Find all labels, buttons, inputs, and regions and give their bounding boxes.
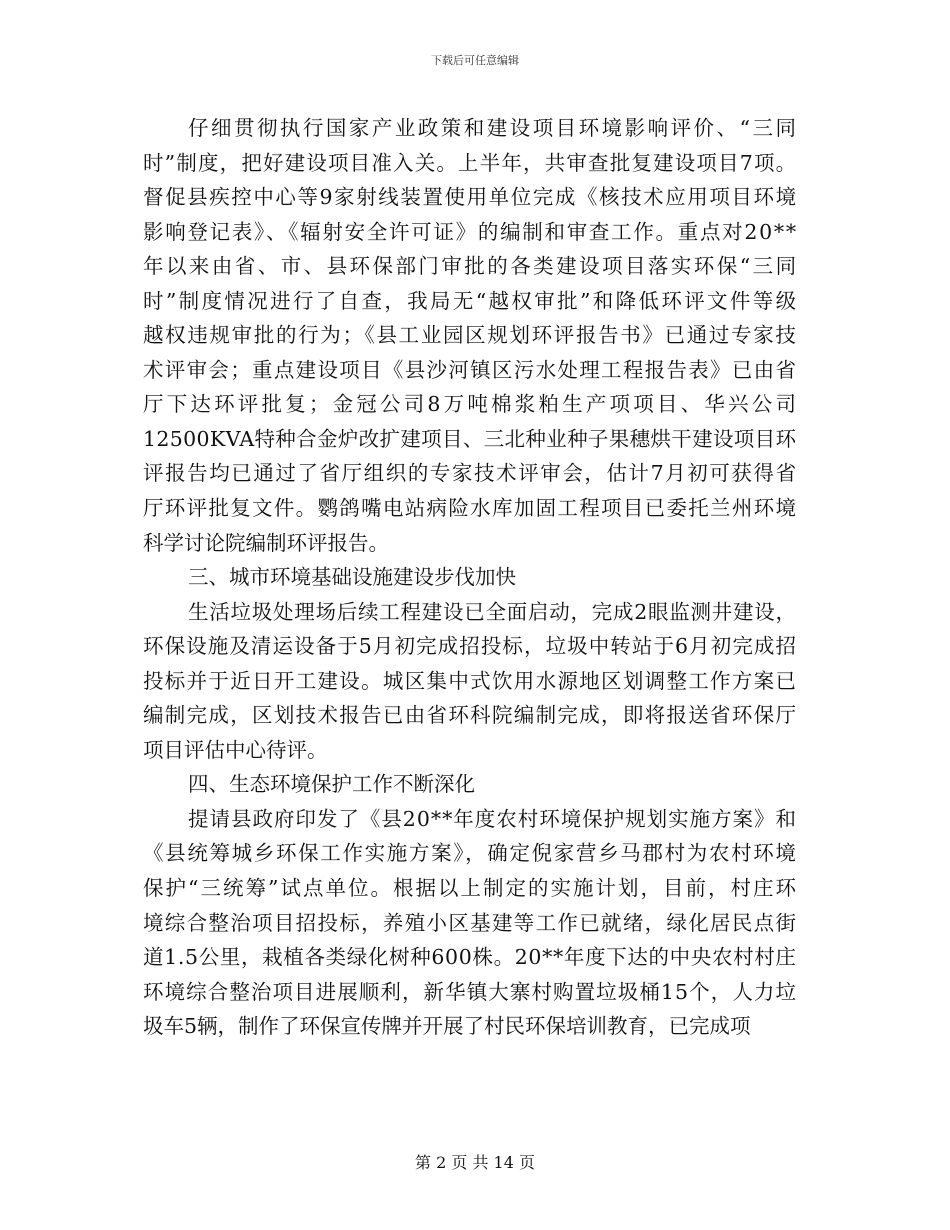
text-line-content: 越权违规审批的行为；《县工业园区规划环评报告书》已通过专家技	[143, 323, 798, 348]
text-line	[0, 387, 950, 422]
text-line-content: 圾车5辆，制作了环保宣传牌并开展了村民环保培训教育，已完成项	[143, 1014, 751, 1039]
text-line	[0, 249, 950, 284]
text-line-content: 术评审会；重点建设项目《县沙河镇区污水处理工程报告表》已由省	[143, 357, 798, 382]
text-line-content: 厅环评批复文件。鹦鸽嘴电站病险水库加固工程项目已委托兰州环境	[143, 496, 798, 521]
text-line-content: 12500KVA特种合金炉改扩建项目、三北种业种子果穗烘干建设项目环	[143, 426, 797, 451]
text-line	[0, 629, 950, 664]
text-line-content: 提请县政府印发了《县20**年度农村环境保护规划实施方案》和	[188, 806, 797, 831]
text-line	[0, 456, 950, 491]
text-line-content: 道1.5公里，栽植各类绿化树种600株。20**年度下达的中央农村村庄	[143, 945, 797, 970]
text-line	[0, 767, 950, 802]
page-header-note: 下载后可任意编辑	[431, 54, 519, 67]
text-line-content: 厅下达环评批复；金冠公司8万吨棉浆粕生产项项目、华兴公司	[143, 392, 800, 417]
text-line-content: 生活垃圾处理场后续工程建设已全面启动，完成2眼监测井建设，	[188, 599, 797, 624]
text-line-content: 时”制度，把好建设项目准入关。上半年，共审查批复建设项目7项。	[143, 150, 798, 175]
text-line-content: 项目评估中心待评。	[143, 737, 328, 762]
document-body	[0, 111, 950, 1044]
text-line-content: 仔细贯彻执行国家产业政策和建设项目环境影响评价、“三同	[188, 116, 799, 140]
text-line-content: 科学讨论院编制环评报告。	[143, 530, 389, 555]
text-line	[0, 1009, 950, 1044]
text-line	[0, 664, 950, 699]
text-line-content: 三、城市环境基础设施建设步伐加快	[188, 565, 516, 590]
text-line-content: 境综合整治项目招投标，养殖小区基建等工作已就绪，绿化居民点街	[143, 910, 798, 935]
text-line	[0, 284, 950, 319]
text-line	[0, 836, 950, 871]
text-line-content: 《县统筹城乡环保工作实施方案》，确定倪家营乡马郡村为农村环境	[143, 841, 798, 866]
text-line	[0, 111, 950, 146]
text-line	[0, 906, 950, 941]
text-line-content: 督促县疾控中心等9家射线装置使用单位完成《核技术应用项目环境	[143, 185, 798, 210]
text-line	[0, 422, 950, 457]
text-line-content: 年以来由省、市、县环保部门审批的各类建设项目落实环保“三同	[143, 254, 799, 279]
text-line	[0, 733, 950, 768]
text-line	[0, 526, 950, 561]
text-line	[0, 180, 950, 215]
text-line	[0, 353, 950, 388]
text-line-content: 保护“三统筹”试点单位。根据以上制定的实施计划，目前，村庄环	[143, 876, 798, 901]
text-line	[0, 975, 950, 1010]
text-line	[0, 595, 950, 630]
text-line	[0, 146, 950, 181]
text-line	[0, 560, 950, 595]
text-line-content: 时”制度情况进行了自查，我局无“越权审批”和降低环评文件等级	[143, 288, 799, 313]
text-line-content: 投标并于近日开工建设。城区集中式饮用水源地区划调整工作方案已	[143, 668, 798, 693]
text-line-content: 环境综合整治项目进展顺利，新华镇大寨村购置垃圾桶15个，人力垃	[143, 979, 798, 1004]
text-line	[0, 802, 950, 837]
page-number-footer: 第 2 页 共 14 页	[415, 1153, 535, 1172]
text-line-content: 环保设施及清运设备于5月初完成招投标，垃圾中转站于6月初完成招	[143, 634, 798, 659]
text-line-content: 编制完成，区划技术报告已由省环科院编制完成，即将报送省环保厅	[143, 703, 798, 728]
text-line-content: 影响登记表》、《辐射安全许可证》的编制和审查工作。重点对20**	[143, 219, 798, 244]
text-line	[0, 940, 950, 975]
text-line	[0, 215, 950, 250]
text-line-content: 评报告均已通过了省厅组织的专家技术评审会，估计7月初可获得省	[143, 461, 798, 486]
text-line	[0, 871, 950, 906]
text-line-content: 四、生态环境保护工作不断深化	[188, 772, 475, 797]
text-line	[0, 698, 950, 733]
text-line	[0, 491, 950, 526]
text-line	[0, 318, 950, 353]
